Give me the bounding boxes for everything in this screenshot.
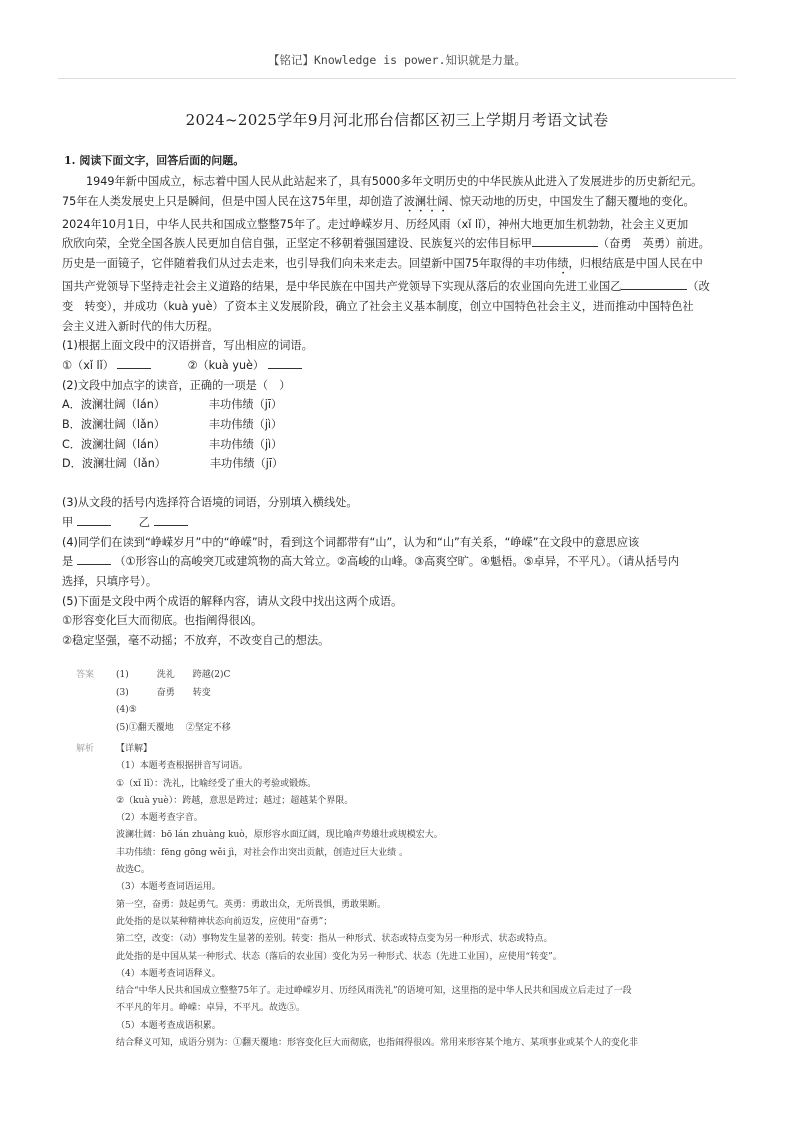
explanation-row: 故选C。 <box>116 865 150 876</box>
sub-question-5: (5)下面是文段中两个成语的解释内容，请从文段中找出这两个成语。 <box>62 594 403 608</box>
answer-row: (3) 奋勇 转变 <box>116 687 211 698</box>
sub-question-3-items: 甲 乙 <box>62 513 730 533</box>
passage-line: 历史是一面镜子，它伴随着我们从过去走来，也引导我们向未来走去。回望新中国75年取得的丰功伟绩，归根结底是中国人民在中 <box>62 257 703 271</box>
explanation-row: （5）本题考查成语积累。 <box>116 1020 221 1031</box>
explanation-row: 不平凡的年月。峥嵘：卓异，不平凡。故选⑤。 <box>116 1003 306 1014</box>
passage-line: 变 转变），并成功（kuà yuè）了资本主义发展阶段，确立了社会主义基本制度，创立中国特色社会主义，进而推动中国特色社 <box>62 299 694 313</box>
option-c[interactable]: C．波澜壮阔（lán） 丰功伟绩（jì） <box>62 437 283 451</box>
sub-question-5-item: ①形容变化巨大而彻底。也指阐得很凶。 <box>62 614 263 628</box>
dotted-word: 波澜壮阔 <box>403 194 449 208</box>
explanation-row: 此处指的是中国从某一种形式、状态（落后的农业国）变化为另一种形式、状态（先进工业国），应使用“转变”。 <box>116 951 562 962</box>
answer-blank[interactable] <box>268 356 302 369</box>
sub-question-1: (1)根据上面文段中的汉语拼音，写出相应的词语。 <box>62 339 313 353</box>
dotted-char: 绩 <box>557 257 569 271</box>
explanation-row: 结合释义可知，成语分别为：①翻天覆地：形容变化巨大而彻底，也指闹得很凶。常用来形容某个地方、某项事业或某个人的变化非 <box>116 1038 639 1049</box>
passage-line: 会主义进入新时代的伟大历程。 <box>62 319 219 333</box>
answer-row: 答案 (1) 洗礼 跨越(2)C <box>76 667 736 685</box>
answer-blank[interactable] <box>154 513 188 526</box>
explanation-row: （4）本题考查词语释义。 <box>116 968 221 979</box>
option-b[interactable]: B．波澜壮阔（lǎn） 丰功伟绩（jì） <box>62 418 283 432</box>
answer-label: 答案 <box>76 670 95 680</box>
explanation-row: 此处指的是以某种精神状态向前迈发，应使用“奋勇”； <box>116 916 333 927</box>
sub-question-3: (3)从文段的括号内选择符合语境的词语，分别填入横线处。 <box>62 496 358 510</box>
question-heading: 1. 阅读下面文字，回答后面的问题。 <box>64 154 245 167</box>
sub-question-4-cont: 选择，只填序号）。 <box>62 574 158 588</box>
sub-question-4-cont: 是 （①形容山的高峻突兀或建筑物的高大耸立。②高峻的山峰。③高爽空旷。④魁梧。⑤卓异，不平凡）。（请从括号内 <box>62 552 730 572</box>
blank-yi[interactable] <box>621 277 687 290</box>
explanation-row: 波澜壮阔：bō lán zhuàng kuò，原形容水面辽阔，现比喻声势雄壮或规模宏大。 <box>116 830 443 841</box>
explanation-row: 丰功伟绩：fēng gōng wěi jì，对社会作出突出贡献，创造过巨大业绩 。 <box>116 847 408 858</box>
answer-blank[interactable] <box>117 356 151 369</box>
passage-line: 欣欣向荣，全党全国各族人民更加自信自强，正坚定不移朝着强国建设、民族复兴的宏伟目标甲 （奋勇 英勇）前进。 <box>62 234 730 254</box>
sub-question-4: (4)同学们在读到“峥嵘岁月”中的“峥嵘”时，看到这个词都带有“山”，认为和“山”有关系，“峥嵘”在文段中的意思应该 <box>62 535 640 549</box>
answer-row: (4)⑤ <box>116 705 137 716</box>
answer-row: (5)①翻天覆地 ②坚定不移 <box>116 722 231 733</box>
answer-section <box>76 667 736 737</box>
option-d[interactable]: D．波澜壮阔（lǎn） 丰功伟绩（jī） <box>62 457 284 471</box>
answer-blank[interactable] <box>77 552 111 565</box>
page-header-motto: 【铭记】Knowledge is power.知识就是力量。 <box>267 53 527 67</box>
sub-question-1-items: ①（xǐ lǐ） ②（kuà yuè） <box>62 356 730 376</box>
blank-jia[interactable] <box>532 234 598 247</box>
sub-question-5-item: ②稳定坚强，毫不动摇；不放弃，不改变自己的想法。 <box>62 634 330 648</box>
explanation-row: 结合“中华人民共和国成立整整75年了。走过峥嵘岁月、历经风雨洗礼”的语境可知，这里指的是中华人民共和国成立后走过了一段 <box>116 986 632 997</box>
explanation-row: 第二空，改变：（动）事物发生显著的差别。转变：指从一种形式、状态或特点变为另一种形式、状态或特点。 <box>116 934 553 945</box>
passage-line: 2024年10月1日，中华人民共和国成立整整75年了。走过峥嵘岁月、历经风雨（xǐ lǐ），神州大地更加生机勃勃，社会主义更加 <box>62 217 689 231</box>
sub-question-2: (2)文段中加点字的读音，正确的一项是（ ） <box>62 378 291 392</box>
explanation-row: ①（xǐ lǐ）：洗礼，比喻经受了重大的考验或锻炼。 <box>116 778 317 789</box>
passage-line: 1949年新中国成立，标志着中国人民从此站起来了，具有5000多年文明历史的中华民族从此进入了发展进步的历史新纪元。 <box>86 175 703 188</box>
explanation-section <box>76 741 736 1052</box>
answer-blank[interactable] <box>77 513 111 526</box>
explanation-row: 第一空，奋勇：鼓起勇气。英勇：勇敢出众，无所畏惧，勇敢果断。 <box>116 899 387 910</box>
header-divider <box>58 78 736 79</box>
exam-title: 2024~2025学年9月河北邢台信都区初三上学期月考语文试卷 <box>185 111 609 129</box>
explanation-label: 解析 <box>76 744 95 754</box>
passage-line: 国共产党领导下坚持走社会主义道路的结果，是中华民族在中国共产党领导下实现从落后的农业国向先进工业国乙 （改 <box>62 277 730 297</box>
explanation-row: （1）本题考查根据拼音写词语。 <box>116 761 248 772</box>
passage-line: 75年在人类发展史上只是瞬间，但是中国人民在这75年里，却创造了波澜壮阔、惊天动地的历史，中国发生了翻天覆地的变化。 <box>62 194 695 208</box>
explanation-row: （2）本题考查字音。 <box>116 813 203 824</box>
explanation-row: ②（kuà yuè）：跨越，意思是跨过；越过；超越某个界限。 <box>116 795 354 806</box>
explanation-row: 解析 【详解】 <box>76 741 736 758</box>
option-a[interactable]: A．波澜壮阔（lán） 丰功伟绩（jī） <box>62 398 283 412</box>
explanation-row: （3）本题考查词语运用。 <box>116 882 221 893</box>
question-body <box>62 172 730 651</box>
